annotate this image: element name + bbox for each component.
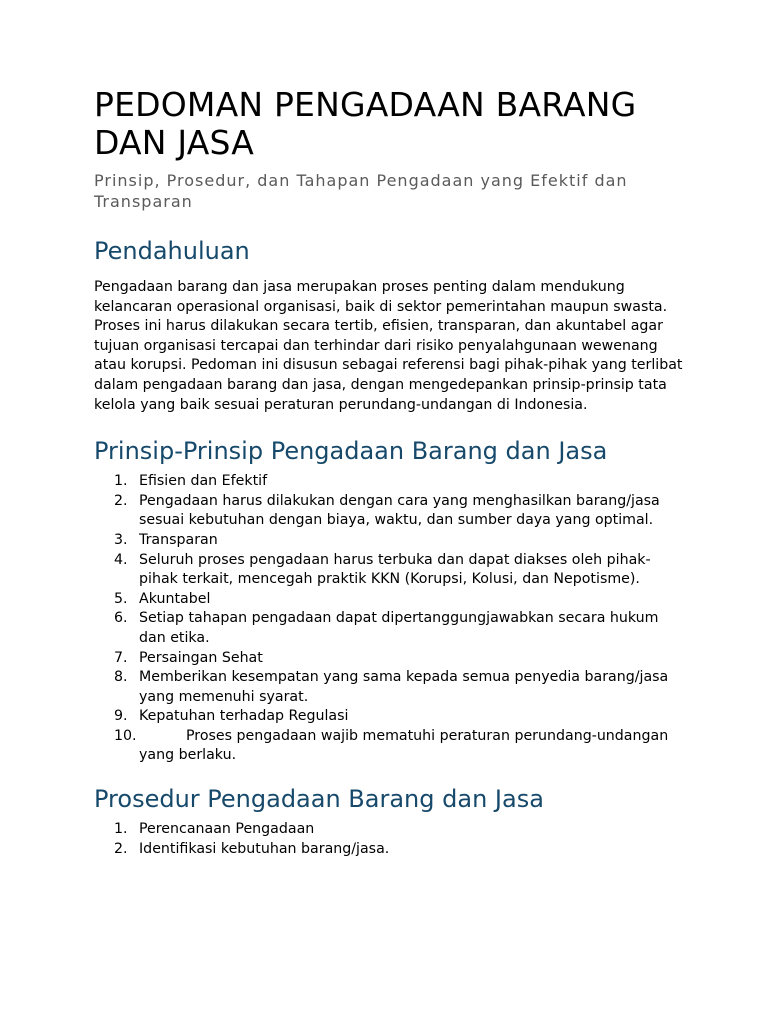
list-item-text: Memberikan kesempatan yang sama kepada semua penyedia barang/jasa yang memenuhi syarat. [139,669,669,705]
list-item [94,551,684,590]
list-item-text: Persaingan Sehat [139,649,263,666]
list-item [94,590,684,610]
list-item [94,531,684,551]
list-item [94,492,684,531]
list-item-text: Setiap tahapan pengadaan dapat dipertanggungjawabkan secara hukum dan etika. [139,610,659,646]
list-number: 8. [114,669,128,686]
list-item [94,609,684,648]
prosedur-list [94,820,684,859]
section-heading-pendahuluan: Pendahuluan [94,237,250,265]
list-item-text: Proses pengadaan wajib mematuhi peraturan perundang-undangan yang berlaku. [139,727,669,764]
list-item [94,668,684,707]
list-item [94,649,684,669]
list-number: 1. [114,821,128,838]
list-item-text: Kepatuhan terhadap Regulasi [139,708,349,725]
list-item [94,840,684,860]
list-item-text: Akuntabel [139,590,211,607]
list-item [94,820,684,840]
document-content [94,86,684,859]
list-number: 2. [114,492,128,509]
list-number: 1. [114,473,128,490]
pendahuluan-paragraph: Pengadaan barang dan jasa merupakan proses penting dalam mendukung kelancaran operasional organisasi, baik di sektor pemerintahan maupun swasta. Proses ini harus dilakukan secara tertib, efisien, transparan, dan akuntabel agar tujuan organisasi tercapai dan terhindar dari risiko penyalahgunaan wewenang atau korupsi. Pedoman ini disusun sebagai referensi bagi pihak-pihak yang terlibat dalam pengadaan barang dan jasa, dengan mengedepankan prinsip-prinsip tata kelola yang baik sesuai peraturan perundang-undangan di Indonesia. [94,279,683,413]
list-item [94,707,684,727]
list-item-text: Efisien dan Efektif [139,473,268,490]
list-item-text: Identifikasi kebutuhan barang/jasa. [139,840,390,857]
section-heading-prosedur: Prosedur Pengadaan Barang dan Jasa [94,785,544,814]
list-number: 4. [114,551,128,568]
list-item-text: Transparan [139,531,218,548]
list-number: 10. [114,727,137,744]
document-subtitle: Prinsip, Prosedur, dan Tahapan Pengadaan yang Efektif dan Transparan [94,171,628,211]
document-title: PEDOMAN PENGADAAN BARANG DAN JASA [94,85,637,162]
list-item [94,727,684,766]
list-number: 3. [114,531,128,548]
list-number: 5. [114,590,128,607]
list-item-text: Perencanaan Pengadaan [139,821,315,838]
list-number: 9. [114,708,128,725]
list-number: 2. [114,840,128,857]
list-item-text: Seluruh proses pengadaan harus terbuka dan dapat diakses oleh pihak-pihak terkait, mencegah praktik KKN (Korupsi, Kolusi, dan Nepotisme). [139,551,651,588]
list-number: 7. [114,649,128,666]
prinsip-list [94,472,684,766]
section-heading-prinsip: Prinsip-Prinsip Pengadaan Barang dan Jasa [94,437,608,466]
list-item-text: Pengadaan harus dilakukan dengan cara yang menghasilkan barang/jasa sesuai kebutuhan dengan biaya, waktu, dan sumber daya yang optimal. [139,492,660,529]
list-number: 6. [114,610,128,627]
list-item [94,472,684,492]
